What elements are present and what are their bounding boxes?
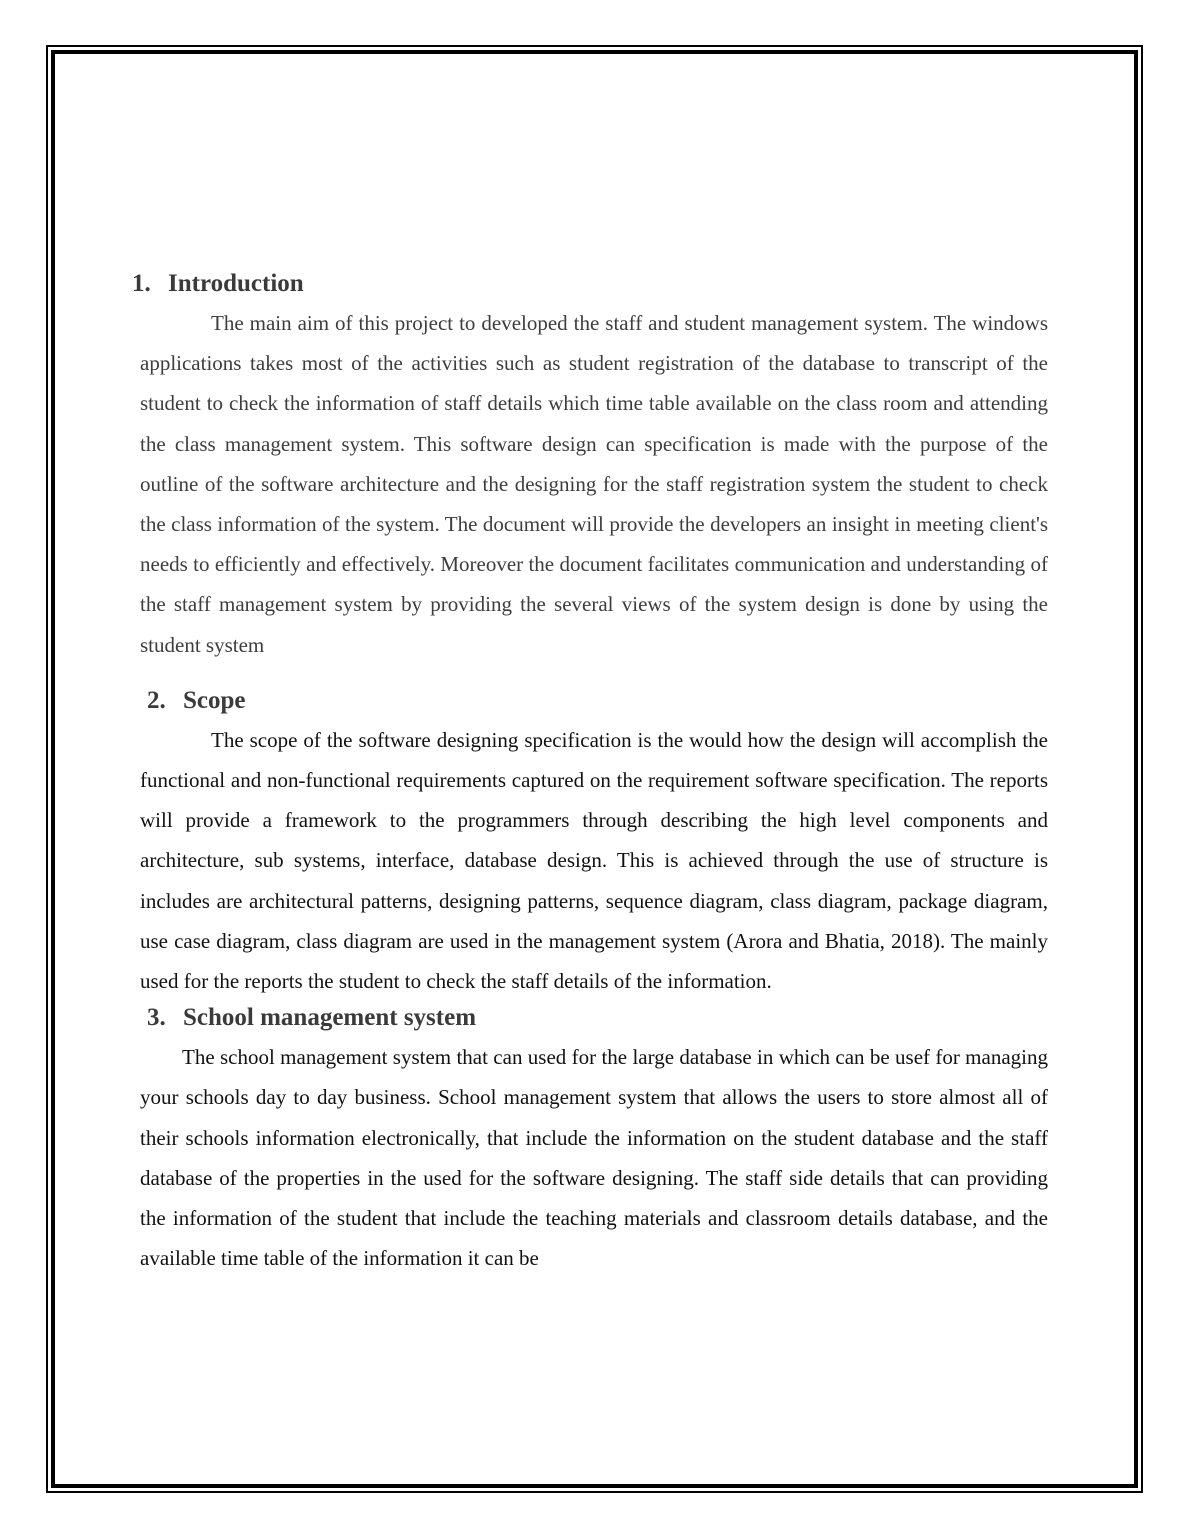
section-heading xyxy=(147,1004,1048,1032)
section-school-management-system xyxy=(140,1004,1048,1278)
section-paragraph: The main aim of this project to developed the staff and student management system. The windows applications takes most of the activities such as student registration of the database to transcript of the student to check the information of staff details which time table available on the class room and attending the class management system. This software design can specification is made with the purpose of the outline of the software architecture and the designing for the staff registration system the student to check the class information of the system. The document will provide the developers an insight in meeting client's needs to efficiently and effectively. Moreover the document facilitates communication and understanding of the staff management system by providing the several views of the system design is done by using the student system xyxy=(140,311,1048,657)
section-introduction xyxy=(132,270,1048,665)
section-heading xyxy=(147,687,1048,715)
section-number: 3. xyxy=(147,1004,166,1032)
document-body xyxy=(132,270,1048,1278)
section-paragraph: The school management system that can used for the large database in which can be usef for managing your schools day to day business. School management system that allows the users to store almost all of their schools information electronically, that include the information on the student database and the staff database of the properties in the used for the software designing. The staff side details that can providing the information of the student that include the teaching materials and classroom details database, and the available time table of the information it can be xyxy=(140,1045,1048,1271)
section-title: Scope xyxy=(183,686,246,714)
section-paragraph: The scope of the software designing specification is the would how the design will accomplish the functional and non-functional requirements captured on the requirement software specification. The reports will provide a framework to the programmers through describing the high level components and architecture, sub systems, interface, database design. This is achieved through the use of structure is includes are architectural patterns, designing patterns, sequence diagram, class diagram, package diagram, use case diagram, class diagram are used in the management system (Arora and Bhatia, 2018). The mainly used for the reports the student to check the staff details of the information. xyxy=(140,727,1048,994)
section-title: Introduction xyxy=(168,270,304,297)
section-heading xyxy=(132,270,1048,298)
section-title: School management system xyxy=(183,1004,477,1032)
section-scope xyxy=(140,687,1048,1001)
section-number: 2. xyxy=(147,686,166,714)
section-number: 1. xyxy=(132,270,151,297)
